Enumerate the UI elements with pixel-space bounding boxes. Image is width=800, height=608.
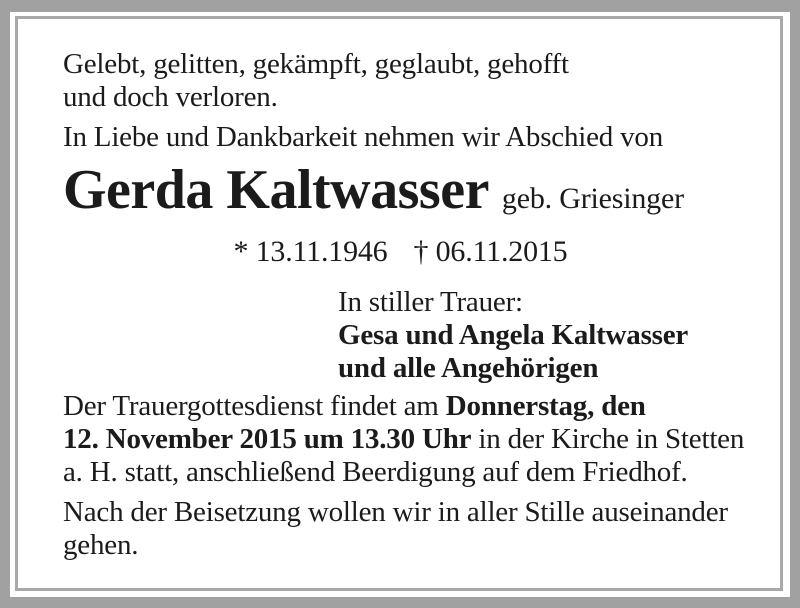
birth-date: * 13.11.1946 bbox=[233, 235, 388, 268]
obituary-card bbox=[10, 12, 790, 597]
service-line-1 bbox=[63, 390, 750, 423]
deceased-name-line bbox=[63, 160, 750, 229]
service-line-2 bbox=[63, 423, 750, 456]
service-line-1-bold: Donnerstag, den bbox=[445, 390, 646, 422]
service-info bbox=[63, 390, 750, 489]
obituary-content bbox=[63, 48, 750, 562]
closing-block bbox=[63, 496, 750, 562]
opening-line-2: und doch verloren. bbox=[63, 81, 278, 113]
service-line-2-regular: in der Kirche in Stetten bbox=[471, 423, 745, 455]
maiden-name: geb. Griesinger bbox=[501, 182, 684, 215]
service-line-3: a. H. statt, anschließend Beerdigung auf dem Friedhof. bbox=[63, 456, 688, 488]
opening-line-1: Gelebt, gelitten, gekämpft, geglaubt, gehofft bbox=[63, 48, 569, 80]
mourners-relatives: und alle Angehörigen bbox=[338, 352, 599, 384]
mourners-names: Gesa und Angela Kaltwasser bbox=[338, 319, 689, 351]
service-line-2-bold: 12. November 2015 um 13.30 Uhr bbox=[63, 423, 472, 455]
closing-line-2: gehen. bbox=[63, 529, 139, 561]
mourning-label: In stiller Trauer: bbox=[338, 286, 523, 318]
mourners-block bbox=[338, 286, 750, 385]
service-line-1-regular: Der Trauergottesdienst findet am bbox=[63, 390, 446, 422]
deceased-name: Gerda Kaltwasser bbox=[63, 159, 489, 221]
closing-line-1: Nach der Beisetzung wollen wir in aller Stille auseinander bbox=[63, 496, 728, 528]
intro-line: In Liebe und Dankbarkeit nehmen wir Abschied von bbox=[63, 121, 664, 153]
opening-verse bbox=[63, 48, 750, 114]
death-date: † 06.11.2015 bbox=[413, 235, 568, 268]
life-dates bbox=[63, 235, 738, 268]
